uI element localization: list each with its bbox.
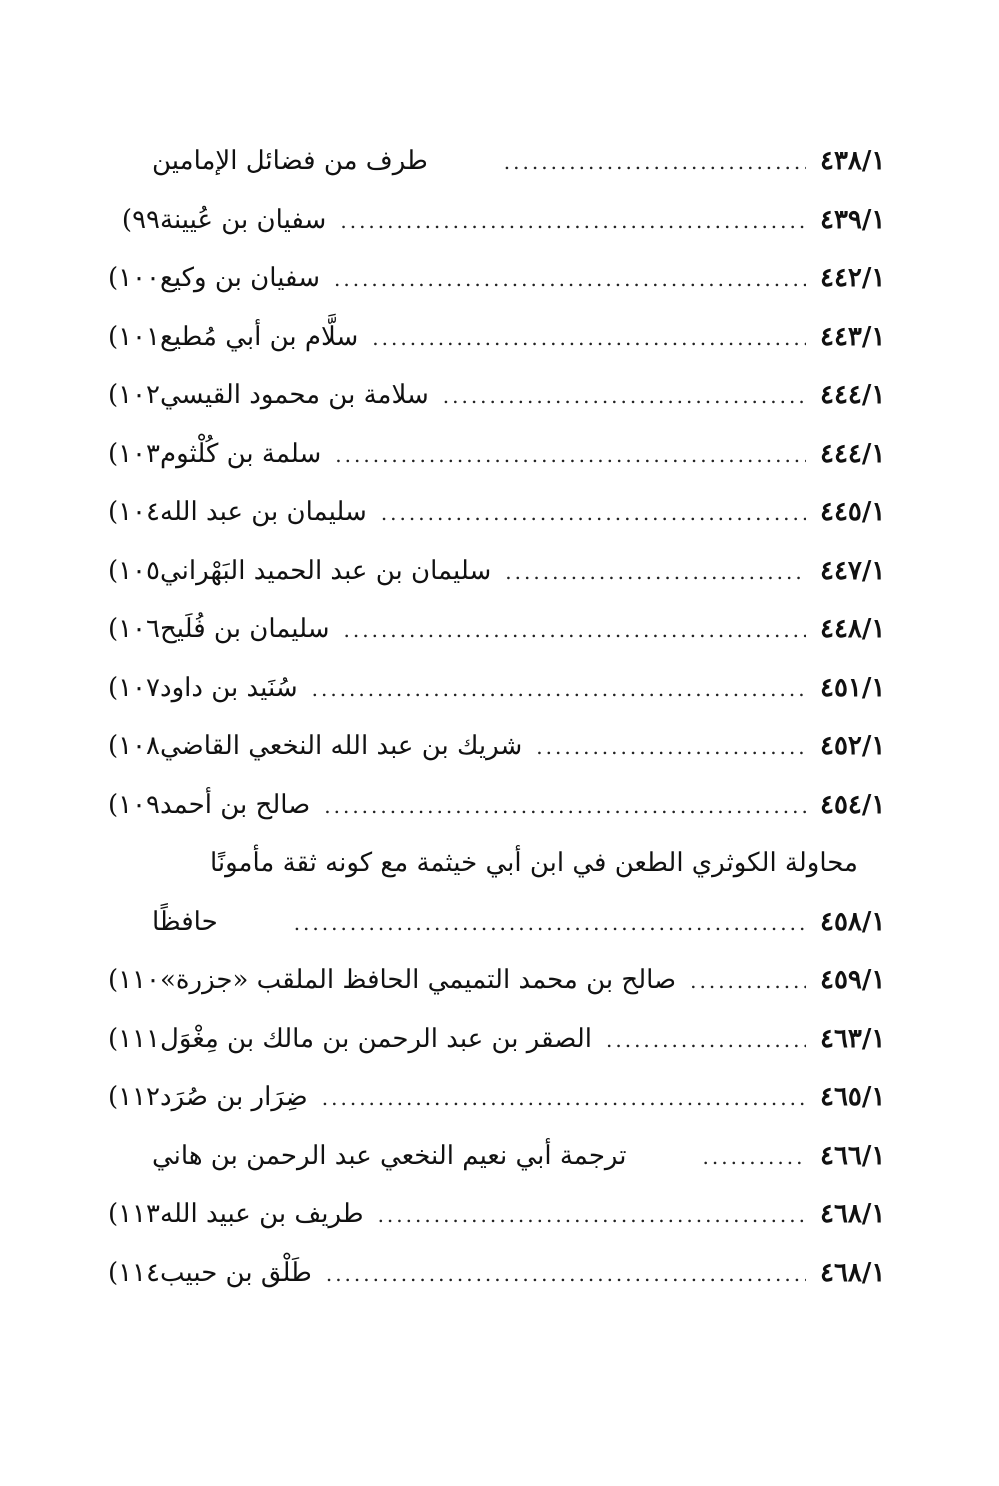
entry-title: سليمان بن عبد الحميد البَهْراني — [160, 555, 492, 586]
dot-leader — [381, 484, 806, 543]
entry-title: ضِرَار بن صُرَد — [160, 1082, 308, 1112]
entry-number: ١١١) — [107, 1023, 160, 1054]
page-reference: ٤٦٨/١ — [820, 1199, 886, 1229]
toc-row — [90, 1127, 920, 1186]
toc-row — [90, 717, 920, 776]
toc-row — [90, 425, 920, 484]
dot-leader — [340, 192, 806, 251]
toc-row — [90, 308, 920, 367]
page-reference: ٤٥٢/١ — [820, 731, 886, 761]
table-of-contents — [90, 132, 920, 1302]
entry-number: ١٠٧) — [107, 672, 160, 703]
dot-leader — [378, 1186, 806, 1245]
toc-row — [90, 600, 920, 659]
page-reference: ٤٥٤/١ — [820, 789, 886, 820]
page-reference: ٤٤٥/١ — [820, 497, 886, 527]
page-reference: ٤٥١/١ — [820, 672, 886, 703]
page-reference: ٤٥٩/١ — [820, 965, 886, 995]
dot-leader — [324, 777, 806, 836]
page-reference: ٤٤٤/١ — [820, 380, 886, 410]
dot-leader — [335, 426, 806, 485]
dot-leader — [606, 1011, 806, 1070]
dot-leader — [322, 1069, 806, 1128]
entry-title: طَلْق بن حبيب — [160, 1257, 312, 1288]
wrapped-entry-first-line: محاولة الكوثري الطعن في ابن أبي خيثمة مع كونه ثقة مأمونًا — [209, 848, 858, 878]
toc-row — [90, 366, 920, 425]
dot-leader — [294, 894, 806, 953]
page-reference: ٤٦٣/١ — [820, 1023, 886, 1054]
toc-row — [90, 542, 920, 601]
toc-row — [90, 249, 920, 308]
toc-row — [90, 132, 920, 191]
entry-number: ١٠٤) — [107, 497, 160, 527]
dot-leader — [312, 660, 806, 719]
page-reference: ٤٤٤/١ — [820, 438, 886, 469]
dot-leader — [334, 250, 806, 309]
entry-title: صالح بن محمد التميمي الحافظ الملقب «جزرة» — [160, 965, 677, 995]
entry-title: الصقر بن عبد الرحمن بن مالك بن مِغْوَل — [160, 1023, 592, 1054]
entry-title: سلمة بن كُلْثوم — [160, 438, 322, 469]
page-reference: ٤٤٧/١ — [820, 555, 886, 586]
entry-number: ١٠٠) — [107, 263, 160, 293]
entry-title: حافظًا — [152, 906, 218, 937]
page-reference: ٤٤٨/١ — [820, 614, 886, 644]
entry-number: ٩٩) — [121, 204, 160, 235]
entry-title: شريك بن عبد الله النخعي القاضي — [160, 731, 523, 761]
toc-row — [90, 1185, 920, 1244]
dot-leader — [536, 718, 806, 777]
page-reference: ٤٥٨/١ — [820, 906, 886, 937]
toc-row — [90, 951, 920, 1010]
page-reference: ٤٤٣/١ — [820, 321, 886, 352]
entry-title: سليمان بن عبد الله — [160, 497, 367, 527]
entry-title: سليمان بن فُلَيح — [160, 614, 330, 644]
entry-title: سُنَيد بن داود — [160, 672, 298, 703]
page-reference: ٤٦٥/١ — [820, 1082, 886, 1112]
entry-number: ١١٠) — [107, 965, 160, 995]
entry-title: ترجمة أبي نعيم النخعي عبد الرحمن بن هاني — [152, 1140, 627, 1171]
entry-number: ١٠٣) — [107, 438, 160, 469]
toc-row — [90, 1068, 920, 1127]
entry-number: ١٠٦) — [107, 614, 160, 644]
entry-number: ١٠٢) — [107, 380, 160, 410]
entry-number: ١٠١) — [107, 321, 160, 352]
page-reference: ٤٤٢/١ — [820, 263, 886, 293]
entry-title: سلامة بن محمود القيسي — [160, 380, 429, 410]
page-reference: ٤٦٨/١ — [820, 1257, 886, 1288]
entry-title: صالح بن أحمد — [160, 789, 311, 820]
toc-row — [90, 1010, 920, 1069]
entry-number: ١٠٥) — [107, 555, 160, 586]
entry-number: ١٠٩) — [107, 789, 160, 820]
page-reference: ٤٣٨/١ — [820, 146, 886, 176]
dot-leader — [443, 367, 806, 426]
dot-leader — [326, 1245, 806, 1304]
entry-number: ١١٤) — [107, 1257, 160, 1288]
entry-number: ١١٢) — [107, 1082, 160, 1112]
dot-leader — [690, 952, 806, 1011]
dot-leader — [372, 309, 806, 368]
entry-title: طريف بن عبيد الله — [160, 1199, 364, 1229]
toc-row — [90, 659, 920, 718]
toc-row — [90, 776, 920, 835]
entry-number: ١١٣) — [107, 1199, 160, 1229]
dot-leader — [703, 1128, 807, 1187]
dot-leader — [505, 543, 806, 602]
toc-row — [90, 483, 920, 542]
entry-title: سفيان بن وكيع — [160, 263, 320, 293]
toc-row — [90, 893, 920, 952]
entry-title: طرف من فضائل الإمامين — [152, 146, 428, 176]
dot-leader — [504, 133, 806, 192]
toc-row — [90, 191, 920, 250]
page-reference: ٤٦٦/١ — [820, 1140, 886, 1171]
dot-leader — [344, 601, 806, 660]
page-reference: ٤٣٩/١ — [820, 204, 886, 235]
entry-title: سلَّام بن أبي مُطيع — [160, 321, 359, 352]
entry-title: سفيان بن عُيينة — [160, 204, 327, 235]
entry-number: ١٠٨) — [107, 731, 160, 761]
toc-row — [90, 1244, 920, 1303]
